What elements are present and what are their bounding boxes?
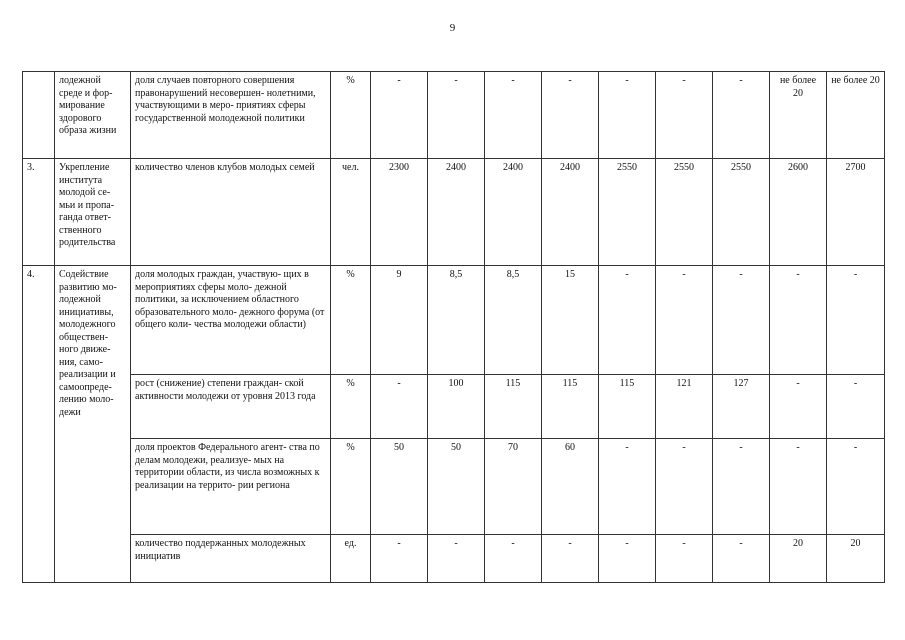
value-cell: - (827, 375, 885, 439)
table-row (23, 72, 885, 159)
value-cell: 20 (770, 535, 827, 583)
page-number: 9 (449, 22, 456, 34)
value-cell: 2550 (713, 159, 770, 266)
indicators-table (22, 71, 885, 583)
value-cell: - (428, 72, 485, 159)
table-row (23, 159, 885, 266)
indicator-cell: количество поддержанных молодежных инициатив (131, 535, 331, 583)
value-cell: - (656, 266, 713, 375)
value-cell: не более 20 (770, 72, 827, 159)
value-cell: - (827, 266, 885, 375)
value-cell: 2300 (371, 159, 428, 266)
value-cell: - (770, 375, 827, 439)
value-cell: - (713, 439, 770, 535)
value-cell: 8,5 (485, 266, 542, 375)
value-cell: - (827, 439, 885, 535)
direction-cell: лодежной среде и фор- мирование здорового образа жизни (55, 72, 131, 159)
value-cell: 8,5 (428, 266, 485, 375)
value-cell: - (656, 535, 713, 583)
value-cell: - (599, 439, 656, 535)
unit-cell: % (331, 439, 371, 535)
table-row (23, 375, 885, 439)
indicator-cell: доля случаев повторного совершения правонарушений несовершен- нолетними, участвующими в меро- приятиях сферы государственной молодежной политики (131, 72, 331, 159)
value-cell: 2700 (827, 159, 885, 266)
table-row (23, 535, 885, 583)
value-cell: - (542, 535, 599, 583)
value-cell: - (599, 72, 656, 159)
value-cell: - (656, 72, 713, 159)
value-cell: 60 (542, 439, 599, 535)
table-row (23, 266, 885, 375)
indicator-cell: доля молодых граждан, участвую- щих в мероприятиях сферы моло- дежной политики, за исключением областного образовательного моло- дежного форума (от общего коли- чества молодежи области) (131, 266, 331, 375)
value-cell: - (371, 375, 428, 439)
value-cell: - (371, 535, 428, 583)
value-cell: - (770, 266, 827, 375)
value-cell: - (485, 72, 542, 159)
value-cell: 15 (542, 266, 599, 375)
value-cell: 50 (428, 439, 485, 535)
value-cell: - (770, 439, 827, 535)
value-cell: 2400 (542, 159, 599, 266)
value-cell: 70 (485, 439, 542, 535)
value-cell: - (713, 535, 770, 583)
row-number: 4. (23, 266, 55, 583)
value-cell: 20 (827, 535, 885, 583)
value-cell: 115 (542, 375, 599, 439)
unit-cell: % (331, 375, 371, 439)
direction-cell: Содействие развитию мо- лодежной инициативы, молодежного обществен- ного движе- ния, само- реализации и самоопреде- лению моло- дежи (55, 266, 131, 583)
value-cell: 115 (485, 375, 542, 439)
value-cell: 2550 (656, 159, 713, 266)
value-cell: не более 20 (827, 72, 885, 159)
value-cell: - (656, 439, 713, 535)
indicator-cell: количество членов клубов молодых семей (131, 159, 331, 266)
value-cell: 50 (371, 439, 428, 535)
value-cell: - (599, 535, 656, 583)
row-number: 3. (23, 159, 55, 266)
value-cell: 2600 (770, 159, 827, 266)
value-cell: - (428, 535, 485, 583)
row-number (23, 72, 55, 159)
value-cell: - (371, 72, 428, 159)
value-cell: 115 (599, 375, 656, 439)
indicator-cell: рост (снижение) степени граждан- ской активности молодежи от уровня 2013 года (131, 375, 331, 439)
direction-cell: Укрепление института молодой се- мьи и пропа- ганда ответ- ственного родительства (55, 159, 131, 266)
value-cell: 2550 (599, 159, 656, 266)
value-cell: 9 (371, 266, 428, 375)
table-row (23, 439, 885, 535)
value-cell: 2400 (428, 159, 485, 266)
value-cell: - (713, 266, 770, 375)
value-cell: - (542, 72, 599, 159)
value-cell: - (485, 535, 542, 583)
value-cell: - (599, 266, 656, 375)
value-cell: 100 (428, 375, 485, 439)
value-cell: - (713, 72, 770, 159)
unit-cell: % (331, 72, 371, 159)
value-cell: 2400 (485, 159, 542, 266)
value-cell: 121 (656, 375, 713, 439)
unit-cell: чел. (331, 159, 371, 266)
value-cell: 127 (713, 375, 770, 439)
unit-cell: % (331, 266, 371, 375)
unit-cell: ед. (331, 535, 371, 583)
indicator-cell: доля проектов Федерального агент- ства по делам молодежи, реализуе- мых на территории области, из числа возможных к реализации на террито- рии региона (131, 439, 331, 535)
